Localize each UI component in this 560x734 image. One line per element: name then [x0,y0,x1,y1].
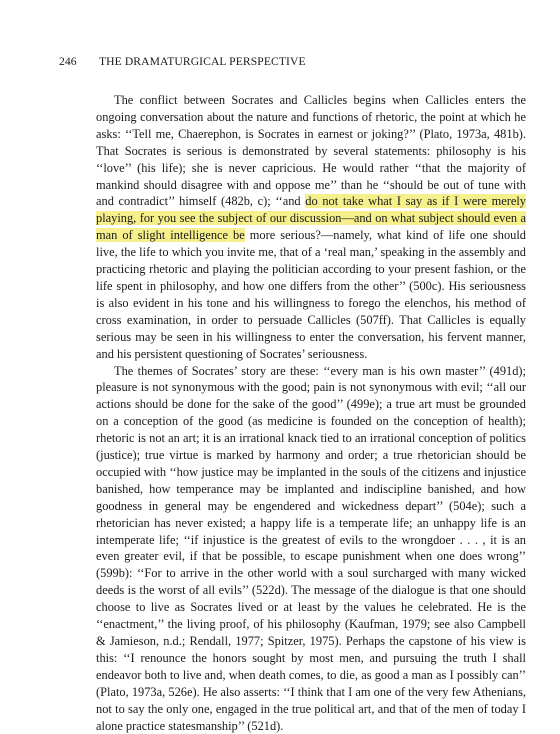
paragraph-1 [96,92,526,363]
page-number: 246 [59,55,99,68]
paragraph-2: The themes of Socrates’ story are these: ‘‘every man is his own master’’ (491d); pleasure is not synonymous with the good; pain is not synonymous with evil; ‘‘all our actions should be done for the sake of the good’’ (499e); a true art must be grounded on a conception of the good (as medicine is founded on the conception of health); rhetoric is not an art; it is an irrational knack tied to an irrational conception of politics (justice); true virtue is marked by harmony and order; a true rhetorician should be occupied with ‘‘how justice may be implanted in the souls of the citizens and injustice banished, how temperance may be implanted and indiscipline banished, and how goodness in general may be engendered and wickedness depart’’ (504e); such a rhetorician has never existed; a happy life is a temperate life; an unhappy life is an intemperate life; ‘‘if injustice is the greatest of evils to the wrongdoer . . . , it is an even greater evil, if that be possible, to escape punishment when one does wrong’’ (599b): ‘‘For to arrive in the other world with a soul surcharged with many wicked deeds is the worst of all evils’’ (522d). The message of the dialogue is that one should choose to live as Socrates lived or at least by the values he celebrated. He is the ‘‘enactment,’’ the living proof, of his philosophy (Kaufman, 1979; see also Campbell & Jamieson, n.d.; Rendall, 1977; Spitzer, 1975). Perhaps the capstone of his view is this: ‘‘I renounce the honors sought by most men, and pursuing the truth I shall endeavor both to live and, when death comes, to die, as good a man as I possibly can’’ (Plato, 1973a, 526e). He also asserts: ‘‘I think that I am one of the very few Athenians, not to say the only one, engaged in the true political art, and that of the men of today I alone practice statesmanship’’ (521d). [96,363,526,734]
paragraph-1-text-start: The conflict between Socrates and Callicles begins when Callicles enters the ongoing conversation about the nature and functions of rhetoric, the point at which he asks: ‘‘Tell me, Chaerephon, is Socrates in earnest or joking?’’ (Plato, 1973a, 481b). That Socrates is serious is demonstrated by several statements: philosophy is his ‘‘love’’ (his life); she is never capricious. He would rather ‘‘that the majority of mankind should disagree with and oppose me’’ than he ‘‘should be out of tune with and contradict’’ himself (482b, c); ‘‘and [96,93,526,208]
body-text [96,92,526,734]
running-header [59,55,529,68]
highlighted-passage[interactable]: do not take what I say as if I were merely playing, for you see the subject of our discussion—and on what subject should even a man of slight intelligence be [96,194,526,242]
running-title: THE DRAMATURGICAL PERSPECTIVE [99,55,306,68]
paragraph-1-text-end: more serious?—namely, what kind of life one should live, the life to which you invite me, that of a ‘real man,’ speaking in the assembly and practicing rhetoric and playing the politician according to your present fashion, or the life spent in philosophy, and how one differs from the other’’ (500c). His seriousness is also evident in his tone and his willingness to forego the elenchos, his method of cross examination, in order to persuade Callicles (507ff). That Callicles is equally serious may be seen in his willingness to enter the conversation, his fervent manner, and his persistent questioning of Socrates’ seriousness. [96,228,526,360]
